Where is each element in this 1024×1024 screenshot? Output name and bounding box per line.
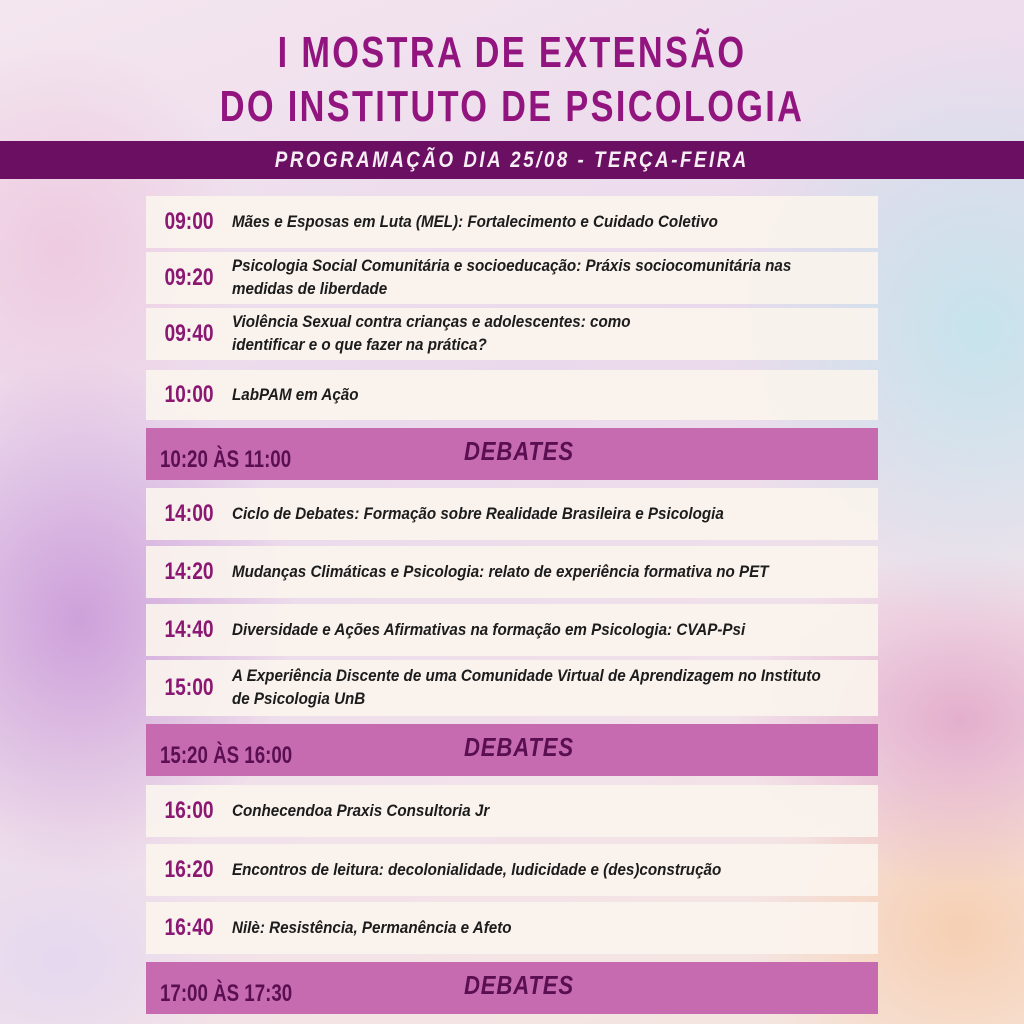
debate-time: 15:20 ÀS 16:00 — [160, 742, 293, 769]
debate-label: DEBATES — [464, 436, 574, 466]
session-title: Ciclo de Debates: Formação sobre Realidade Brasileira e Psicologia — [232, 504, 724, 523]
session-title: Diversidade e Ações Afirmativas na formação em Psicologia: CVAP-Psi — [232, 620, 746, 639]
schedule-row — [146, 604, 878, 656]
debate-block — [146, 962, 878, 1014]
schedule-row — [146, 546, 878, 598]
session-time: 16:00 — [164, 797, 214, 824]
banner-text: PROGRAMAÇÃO DIA 25/08 - TERÇA-FEIRA — [274, 147, 750, 172]
schedule-row — [146, 902, 878, 954]
event-title-line-2: DO INSTITUTO DE PSICOLOGIA — [219, 82, 805, 131]
schedule-row — [146, 252, 878, 304]
session-title: Mudanças Climáticas e Psicologia: relato de experiência formativa no PET — [232, 562, 769, 581]
session-time: 15:00 — [164, 674, 214, 701]
session-time: 14:40 — [164, 616, 214, 643]
debate-block — [146, 724, 878, 776]
event-title-line-1: I MOSTRA DE EXTENSÃO — [277, 28, 747, 77]
schedule-date-banner — [0, 141, 1024, 179]
session-title: LabPAM em Ação — [232, 385, 359, 404]
session-time: 09:20 — [164, 264, 214, 291]
session-time: 10:00 — [164, 381, 214, 408]
debate-time: 10:20 ÀS 11:00 — [160, 446, 292, 473]
session-time: 09:00 — [164, 208, 214, 235]
debate-label: DEBATES — [464, 732, 574, 762]
session-time: 16:40 — [164, 914, 214, 941]
session-time: 16:20 — [164, 856, 214, 883]
session-time: 09:40 — [164, 320, 214, 347]
schedule-row — [146, 660, 878, 716]
session-time: 14:20 — [164, 558, 214, 585]
schedule-row — [146, 308, 878, 360]
session-title: Conhecendoa Praxis Consultoria Jr — [232, 801, 490, 820]
session-title: Nilè: Resistência, Permanência e Afeto — [232, 918, 512, 937]
session-title: Encontros de leitura: decolonialidade, ludicidade e (des)construção — [232, 860, 722, 879]
schedule-row — [146, 370, 878, 420]
schedule-row — [146, 196, 878, 248]
schedule-row — [146, 785, 878, 837]
session-title: Psicologia Social Comunitária e socioeducação: Práxis sociocomunitária nas medidas de liberdade — [232, 257, 792, 298]
debate-time: 17:00 ÀS 17:30 — [160, 980, 293, 1007]
schedule-row — [146, 844, 878, 896]
session-title: Violência Sexual contra crianças e adolescentes: como identificar e o que fazer na prática? — [232, 313, 631, 354]
schedule-row — [146, 488, 878, 540]
session-title: A Experiência Discente de uma Comunidade Virtual de Aprendizagem no Instituto de Psicologia UnB — [232, 667, 821, 708]
session-title: Mães e Esposas em Luta (MEL): Fortalecimento e Cuidado Coletivo — [232, 212, 718, 231]
debate-label: DEBATES — [464, 970, 574, 1000]
session-time: 14:00 — [164, 500, 214, 527]
debate-block — [146, 428, 878, 480]
